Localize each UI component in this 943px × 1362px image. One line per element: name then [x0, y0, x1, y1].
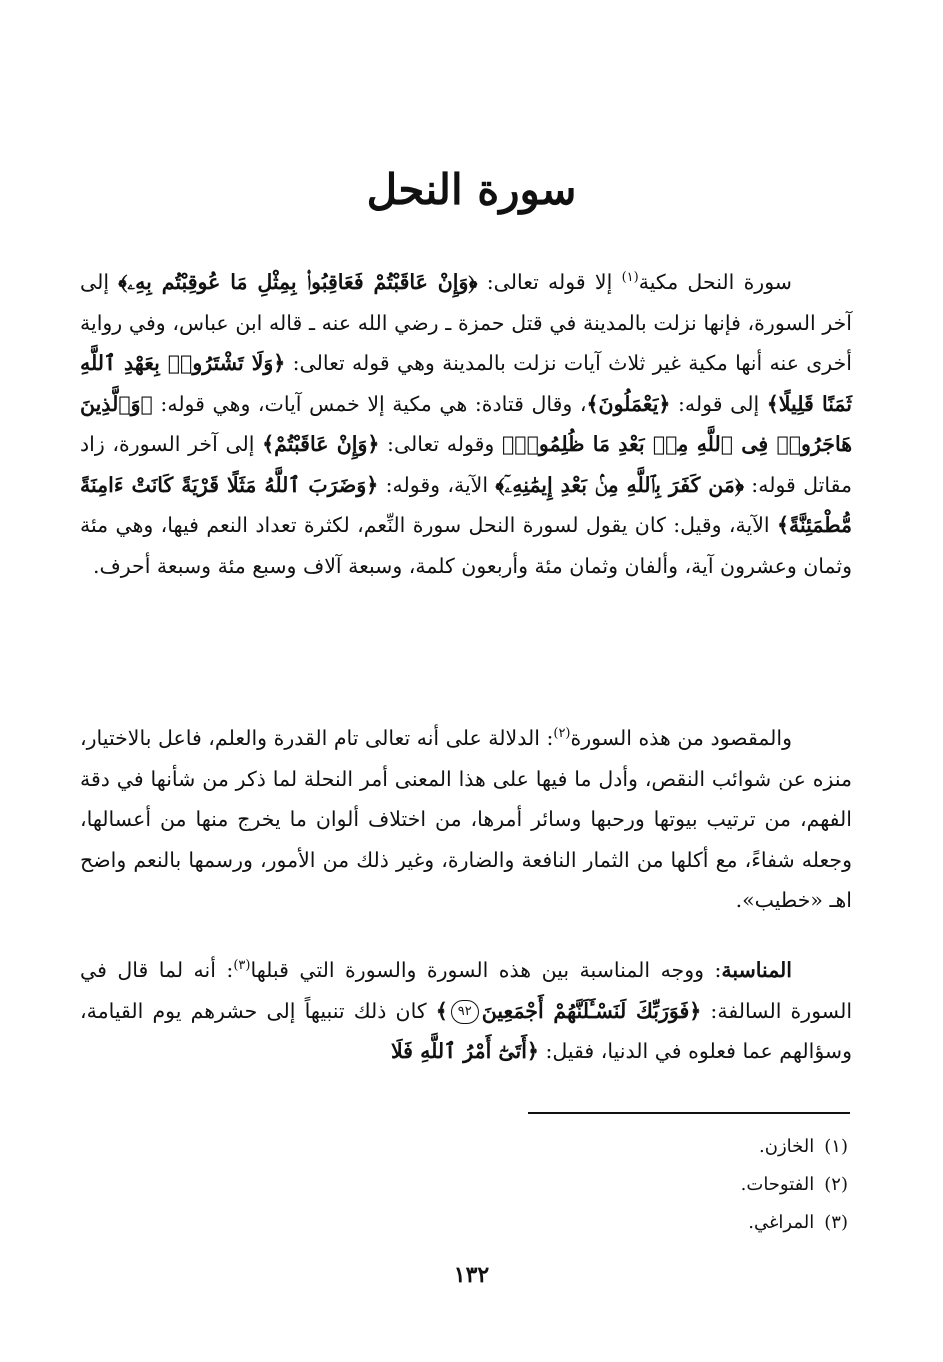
- footnote-divider: [528, 1112, 850, 1114]
- footnote-item: [448, 1204, 848, 1242]
- footnotes: [448, 1128, 848, 1242]
- quran-quote: ﴿مَن كَفَرَ بِٱللَّهِ مِنۢ بَعْدِ إِيمَٰنِهِۦٓ﴾: [495, 472, 744, 497]
- paragraph-purpose: [80, 718, 852, 921]
- footnote-ref-2[interactable]: (٢): [553, 726, 571, 742]
- text-segment: إلى آخر السورة، فإنها نزلت بالمدينة في قتل حمزة ـ رضي الله عنه ـ قاله ابن عباس، وفي رواية أخرى عنه أنها مكية غير ثلاث آيات نزلت بالمدينة وهي قوله تعالى:: [80, 270, 852, 375]
- text-segment: والمقصود من هذه السورة: [570, 726, 793, 750]
- footnote-item: [448, 1128, 848, 1166]
- quran-quote: ﴿وَإِنْ عَاقَبْتُمْ فَعَاقِبُوا۟ بِمِثْلِ مَا عُوقِبْتُم بِهِۦ﴾: [118, 270, 478, 294]
- footnote-number: (٢): [824, 1174, 848, 1195]
- footnote-text: المراغي.: [748, 1212, 815, 1233]
- quran-quote: ﴿يَعْمَلُونَ﴾: [586, 391, 671, 416]
- quran-quote: ﴿أَتَىٰٓ أَمْرُ ٱللَّهِ فَلَا: [390, 1039, 539, 1063]
- footnote-item: [448, 1166, 848, 1204]
- footnote-ref-3[interactable]: (٣): [233, 958, 251, 974]
- text-segment: إلى قوله:: [670, 391, 767, 416]
- ayah-number-badge: ٩٢: [451, 1000, 479, 1024]
- text-segment: : الدلالة على أنه تعالى تام القدرة والعلم، فاعل بالاختيار، منزه عن شوائب النقص، وأدل ما فيها على هذا المعنى أمر النحلة لما ذكر من شأنها في دقة الفهم، من ترتيب بيوتها ورحبها وسائر أمرها، من اختلاف ألوان ما يخرج منها من أعسالها، وجعله شفاءً، مع أكلها من الثمار النافعة والضارة، وغير ذلك من الأمور، ورسمها بالنعم واضح اهـ «خطيب».: [80, 726, 852, 912]
- quran-quote: ﴿وَٱلَّذِينَ هَاجَرُوا۟ فِى ٱللَّهِ مِنۢ بَعْدِ مَا ظُلِمُوا۟﴾: [80, 391, 853, 456]
- text-segment: سورة النحل مكية: [638, 270, 792, 294]
- text-segment: الآية، وقوله:: [378, 472, 496, 497]
- text-segment: إلى آخر السورة، زاد مقاتل قوله:: [80, 432, 852, 497]
- footnote-ref-1[interactable]: (١): [621, 270, 639, 286]
- page-number: ١٣٢: [453, 1262, 490, 1288]
- text-segment: ، وقال قتادة: هي مكية إلا خمس آيات، وهي قوله:: [152, 391, 587, 416]
- text-segment: : أنه لما قال في السورة السالفة:: [80, 958, 853, 1023]
- quran-quote-end: ﴾: [435, 998, 448, 1023]
- text-segment: وقوله تعالى:: [379, 432, 502, 456]
- text-segment: إلا قوله تعالى:: [477, 270, 622, 294]
- quran-quote: ﴿فَوَرَبِّكَ لَنَسْـَٔلَنَّهُمْ أَجْمَعِينَ: [481, 998, 702, 1023]
- footnote-number: (٣): [824, 1212, 848, 1233]
- quran-quote: ﴿وَلَا تَشْتَرُوا۟ بِعَهْدِ ٱللَّهِ ثَمَنًا قَلِيلًا﴾: [80, 351, 852, 416]
- footnote-text: الخازن.: [759, 1136, 815, 1157]
- section-lead: المناسبة: [721, 958, 792, 982]
- paragraph-intro: [80, 262, 852, 586]
- text-segment: كان ذلك تنبيهاً إلى حشرهم يوم القيامة، وسؤالهم عما فعلوه في الدنيا، فقيل:: [80, 998, 852, 1063]
- surah-title: سورة النحل: [366, 165, 577, 214]
- paragraph-relation: [80, 950, 852, 1072]
- footnote-text: الفتوحات.: [740, 1174, 815, 1195]
- footnote-number: (١): [824, 1136, 848, 1157]
- text-segment: الآية، وقيل: كان يقول لسورة النحل سورة النِّعم، لكثرة تعداد النعم فيها، وهي مئة وثمان وعشرون آية، وألفان وثمان مئة وأربعون كلمة، وسبعة آلاف وسبع مئة وسبعة أحرف.: [80, 513, 852, 578]
- text-segment: : ووجه المناسبة بين هذه السورة والسورة التي قبلها: [250, 958, 722, 982]
- quran-quote: ﴿وَضَرَبَ ٱللَّهُ مَثَلًا قَرْيَةً كَانَتْ ءَامِنَةً مُّطْمَئِنَّةً﴾: [80, 472, 852, 537]
- quran-quote: ﴿وَإِنْ عَاقَبْتُمْ﴾: [262, 432, 380, 456]
